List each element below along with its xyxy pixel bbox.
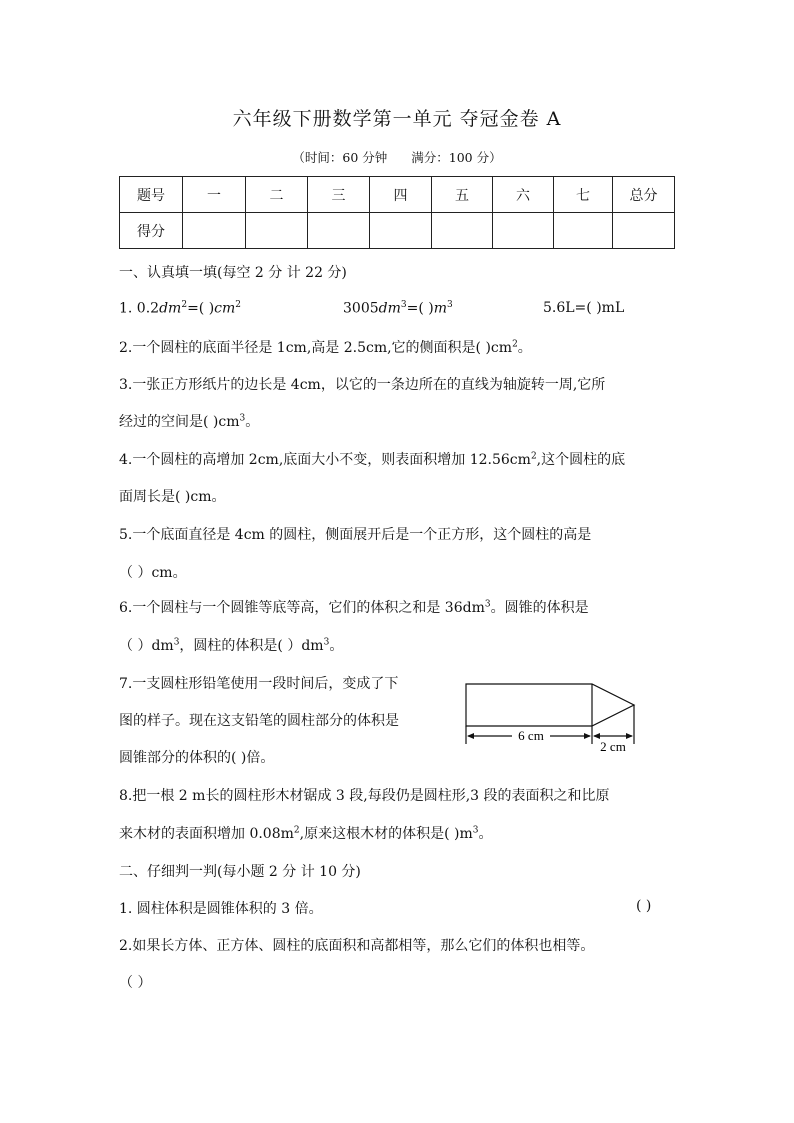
dimension-label-2cm: 2 cm — [600, 739, 626, 754]
question-1a: 1. $0.2dm^2=$( )$cm^2$ — [119, 300, 242, 317]
question-6-line-1: 6.一个圆柱与一个圆锥等底等高，它们的体积之和是 $36dm^3$。圆锥的体积是 — [119, 599, 589, 616]
score-cell[interactable] — [246, 213, 308, 249]
time-info: （时间：60 分钟 — [292, 150, 388, 165]
score-cell[interactable] — [308, 213, 370, 249]
score-info: 满分：100 分） — [411, 150, 502, 165]
score-table — [119, 176, 675, 249]
score-cell[interactable] — [493, 213, 554, 249]
score-cell[interactable] — [432, 213, 493, 249]
question-5-line-2: （ ）cm。 — [119, 565, 187, 581]
table-cell: 二 — [246, 177, 308, 213]
question-7-line-2: 图的样子。现在这支铅笔的圆柱部分的体积是 — [119, 713, 399, 729]
question-4-line-2: 面周长是( )cm。 — [119, 489, 226, 505]
question-2: 2.一个圆柱的底面半径是 1cm,高是 2.5cm,它的侧面积是( )$cm^2$。 — [119, 339, 532, 356]
score-cell[interactable] — [183, 213, 246, 249]
question-6-line-2: （ ）$dm^3$，圆柱的体积是( ）$dm^3$。 — [119, 637, 344, 654]
question-8-line-1: 8.把一根 2 m长的圆柱形木材锯成 3 段,每段仍是圆柱形,3 段的表面积之和比原 — [119, 788, 610, 804]
table-cell: 一 — [183, 177, 246, 213]
question-4-line-1: 4.一个圆柱的高增加 2cm,底面大小不变，则表面积增加 $12.56cm^2$,这个圆柱的底 — [119, 451, 626, 468]
score-table-score-row — [120, 213, 675, 249]
question-7-line-3: 圆锥部分的体积的( )倍。 — [119, 750, 275, 766]
dimension-label-6cm: 6 cm — [518, 728, 544, 743]
table-cell: 七 — [554, 177, 613, 213]
table-cell: 五 — [432, 177, 493, 213]
exam-info — [0, 148, 794, 166]
judge-1: 1. 圆柱体积是圆锥体积的 3 倍。 — [119, 901, 323, 917]
question-3-line-2: 经过的空间是( )$cm^3$。 — [119, 413, 260, 430]
score-cell[interactable] — [613, 213, 675, 249]
question-8-line-2: 来木材的表面积增加 $0.08m^2$,原来这根木材的体积是( )$m^3$。 — [119, 825, 493, 842]
judge-2-answer-box[interactable]: （ ） — [119, 975, 152, 991]
judge-2: 2.如果长方体、正方体、圆柱的底面积和高都相等，那么它们的体积也相等。 — [119, 938, 595, 954]
question-3-line-1: 3.一张正方形纸片的边长是 4cm，以它的一条边所在的直线为轴旋转一周,它所 — [119, 377, 606, 393]
question-7-line-1: 7.一支圆柱形铅笔使用一段时间后，变成了下 — [119, 676, 399, 692]
score-table-header-row — [120, 177, 675, 213]
table-cell: 得分 — [120, 213, 183, 249]
table-cell: 四 — [370, 177, 432, 213]
pencil-diagram — [460, 676, 645, 756]
table-cell: 三 — [308, 177, 370, 213]
page-title: 六年级下册数学第一单元 夺冠金卷 A — [232, 108, 562, 130]
table-cell: 六 — [493, 177, 554, 213]
section-2-heading: 二、仔细判一判(每小题 2 分 计 10 分) — [119, 864, 361, 880]
table-cell: 题号 — [120, 177, 183, 213]
question-1b: $3005dm^3=$( )$m^3$ — [343, 300, 453, 317]
section-1-heading: 一、认真填一填(每空 2 分 计 22 分) — [119, 265, 347, 281]
score-cell[interactable] — [554, 213, 613, 249]
judge-1-answer-box[interactable]: ( ) — [636, 898, 652, 914]
pencil-outline — [466, 684, 634, 726]
question-5-line-1: 5.一个底面直径是 4cm 的圆柱，侧面展开后是一个正方形，这个圆柱的高是 — [119, 527, 592, 543]
table-cell: 总分 — [613, 177, 675, 213]
question-1c: 5.6L=( )mL — [543, 300, 625, 316]
score-cell[interactable] — [370, 213, 432, 249]
